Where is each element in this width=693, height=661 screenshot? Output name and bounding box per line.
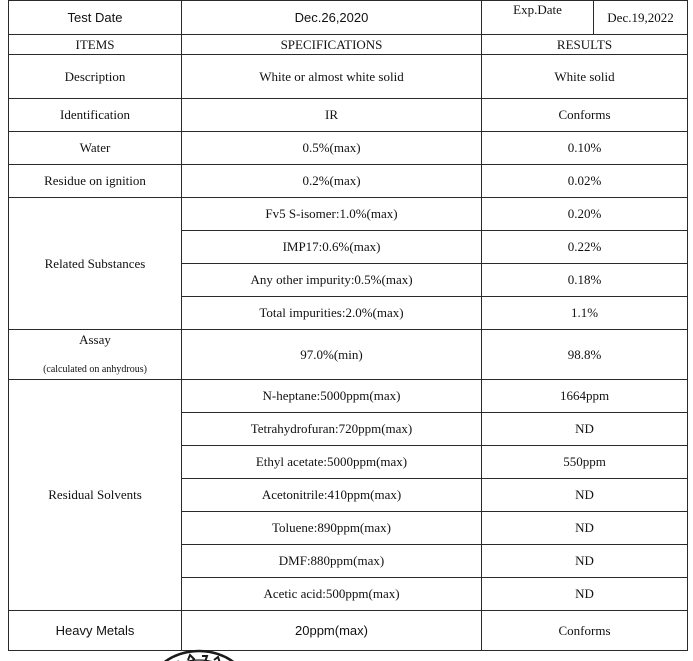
spec-heavy-metals: 20ppm(max) [182,611,482,651]
item-identification: Identification [9,99,182,132]
table-row [9,165,688,198]
spec-description: White or almost white solid [182,55,482,99]
spec-related-imp17: IMP17:0.6%(max) [182,231,482,264]
table-row [9,55,688,99]
result-solvent-tetrahydrofuran: ND [482,413,688,446]
spec-related-fv5-s-isomer: Fv5 S-isomer:1.0%(max) [182,198,482,231]
spec-related-any-other-impurity: Any other impurity:0.5%(max) [182,264,482,297]
result-assay: 98.8% [482,330,688,380]
spec-assay: 97.0%(min) [182,330,482,380]
result-solvent-ethyl-acetate: 550ppm [482,446,688,479]
result-related-fv5-s-isomer: 0.20% [482,198,688,231]
exp-date-value: Dec.19,2022 [594,1,688,35]
result-solvent-n-heptane: 1664ppm [482,380,688,413]
header-row [9,1,688,35]
table-row [9,198,688,231]
result-description: White solid [482,55,688,99]
item-related-substances: Related Substances [9,198,182,330]
item-description: Description [9,55,182,99]
result-related-imp17: 0.22% [482,231,688,264]
column-header-specifications: SPECIFICATIONS [182,35,482,55]
column-header-items: ITEMS [9,35,182,55]
company-seal-icon [144,640,254,661]
result-related-total-impurities: 1.1% [482,297,688,330]
spec-residue-on-ignition: 0.2%(max) [182,165,482,198]
table-row [9,611,688,651]
result-solvent-acetic-acid: ND [482,578,688,611]
item-heavy-metals: Heavy Metals [9,611,182,651]
spec-solvent-acetonitrile: Acetonitrile:410ppm(max) [182,479,482,512]
result-related-any-other-impurity: 0.18% [482,264,688,297]
item-assay [9,330,182,380]
table-row [9,132,688,165]
result-water: 0.10% [482,132,688,165]
column-header-row [9,35,688,55]
item-residue-on-ignition: Residue on ignition [9,165,182,198]
item-residual-solvents: Residual Solvents [9,380,182,611]
result-solvent-dmf: ND [482,545,688,578]
column-header-results: RESULTS [482,35,688,55]
result-heavy-metals: Conforms [482,611,688,651]
spec-related-total-impurities: Total impurities:2.0%(max) [182,297,482,330]
result-solvent-toluene: ND [482,512,688,545]
specification-table [8,0,688,651]
result-identification: Conforms [482,99,688,132]
spec-solvent-tetrahydrofuran: Tetrahydrofuran:720ppm(max) [182,413,482,446]
item-assay-label: Assay [79,331,111,347]
table-row [9,330,688,380]
item-assay-note: (calculated on anhydrous) [43,363,147,375]
spec-identification: IR [182,99,482,132]
spec-solvent-dmf: DMF:880ppm(max) [182,545,482,578]
result-residue-on-ignition: 0.02% [482,165,688,198]
spec-solvent-toluene: Toluene:890ppm(max) [182,512,482,545]
result-solvent-acetonitrile: ND [482,479,688,512]
table-row [9,380,688,413]
test-date-value: Dec.26,2020 [182,1,482,35]
spec-water: 0.5%(max) [182,132,482,165]
item-water: Water [9,132,182,165]
table-row [9,99,688,132]
spec-solvent-ethyl-acetate: Ethyl acetate:5000ppm(max) [182,446,482,479]
spec-solvent-n-heptane: N-heptane:5000ppm(max) [182,380,482,413]
exp-date-label: Exp.Date [482,1,594,35]
test-date-label: Test Date [9,1,182,35]
spec-solvent-acetic-acid: Acetic acid:500ppm(max) [182,578,482,611]
